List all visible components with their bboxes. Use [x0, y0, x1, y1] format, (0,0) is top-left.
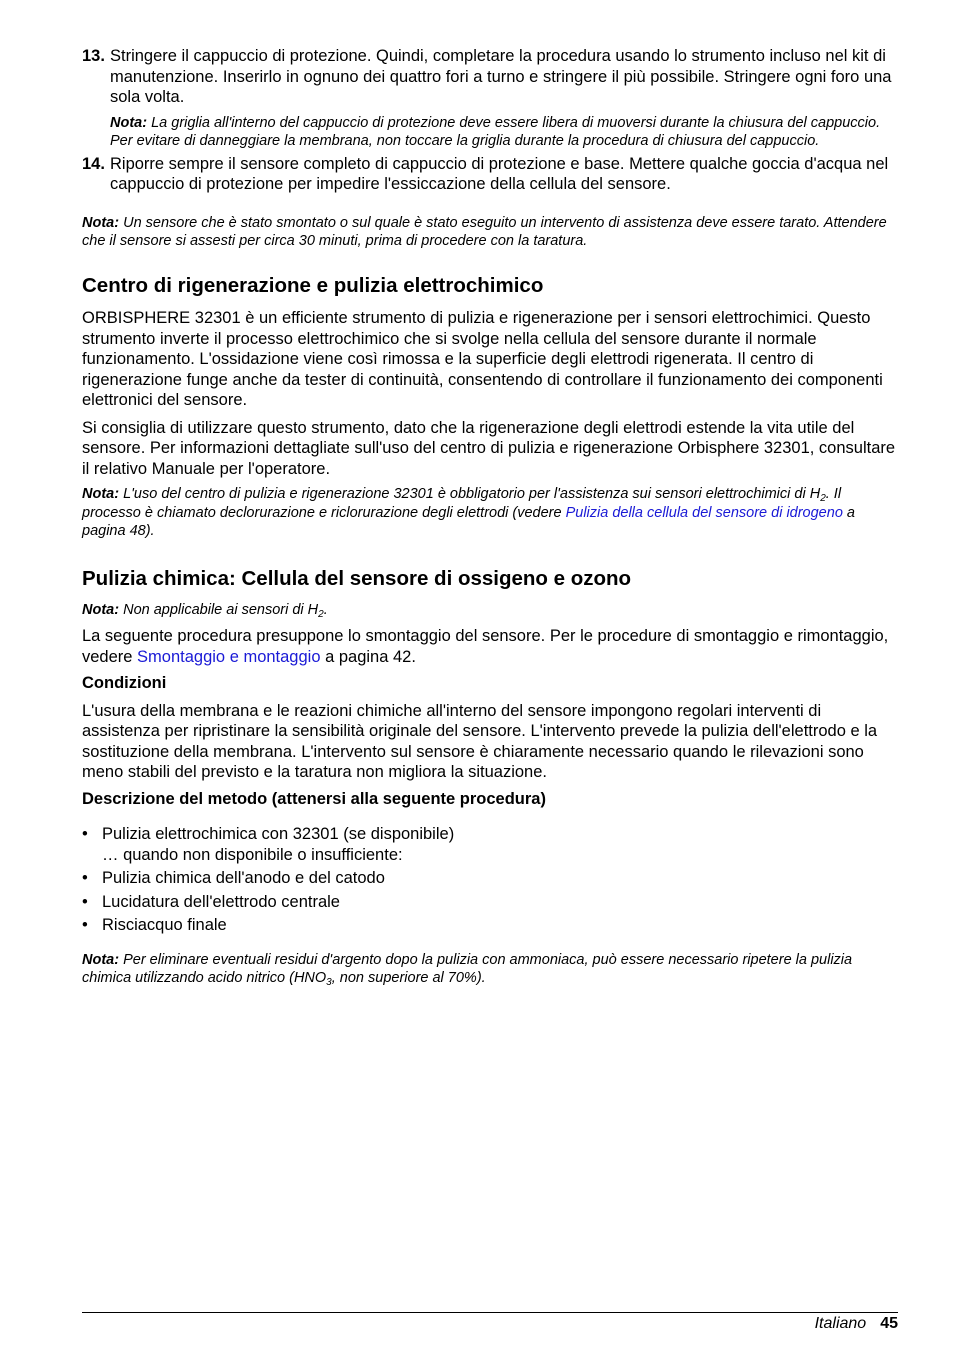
conditions-heading: Condizioni — [82, 674, 167, 693]
disassembly-link[interactable]: Smontaggio e montaggio — [137, 647, 321, 666]
list-item — [82, 824, 898, 865]
list-item-text: Risciacquo finale — [102, 916, 227, 935]
note-label: Nota: — [82, 951, 120, 968]
note-text: La griglia all'interno del cappuccio di protezione deve essere libera di muoversi durante la chiusura del cappuccio. Per evitare di danneggiare la membrana, non toccare la griglia durante la procedura di chiusura del cappuccio. — [110, 114, 881, 149]
list-item-text-wrap — [102, 824, 454, 865]
bullet: • — [82, 869, 88, 888]
calibration-note — [82, 214, 898, 250]
footer-language: Italiano — [814, 1315, 867, 1332]
h2-note — [82, 601, 898, 619]
note-label: Nota: — [82, 601, 120, 618]
note-text: . — [323, 601, 328, 618]
list-item-text: Lucidatura dell'elettrodo centrale — [102, 892, 340, 911]
method-heading: Descrizione del metodo (attenersi alla seguente procedura) — [82, 789, 546, 808]
step-number: 13. — [82, 47, 105, 65]
step-number: 14. — [82, 154, 105, 173]
step-13 — [82, 46, 898, 108]
intro-paragraph — [82, 626, 898, 667]
note-text: L'uso del centro di pulizia e rigenerazione 32301 è obbligatorio per l'assistenza sui sensori elettrochimici di H — [123, 486, 821, 503]
conditions-paragraph: L'usura della membrana e le reazioni chimiche all'interno del sensore impongono regolari interventi di assistenza per ripristinare la sensibilità originale del sensore. L'intervento prevede la pulizia dell'elettrodo e la sostituzione della membrana. L'intervento sul sensore è chiaramente necessario quando le rilevazioni sono meno stabili del previsto e la taratura non migliora la situazione. — [82, 701, 878, 782]
intro-text: a pagina 42. — [320, 647, 416, 666]
list-item-subtext: … quando non disponibile o insufficiente: — [102, 845, 403, 864]
note-text: Per eliminare eventuali residui d'argento dopo la pulizia con ammoniaca, può essere necessario ripetere la pulizia chimica utilizzando acido nitrico (HNO — [82, 951, 853, 986]
list-item — [82, 915, 898, 936]
regeneration-note — [82, 485, 898, 540]
step-text: Stringere il cappuccio di protezione. Quindi, completare la procedura usando lo strumento incluso nel kit di manutenzione. Inserirlo in ognuno dei quattro fori a turno e stringere il più possibile. Stringere ogni foro una sola volta. — [110, 47, 892, 106]
final-note — [82, 951, 898, 987]
hydrogen-cell-link[interactable]: Pulizia della cellula del sensore di idrogeno — [565, 504, 843, 521]
subscript: 3 — [326, 976, 332, 988]
section-heading-chemical-cleaning: Pulizia chimica: Cellula del sensore di ossigeno e ozono — [82, 566, 632, 590]
page-number: 45 — [880, 1315, 898, 1332]
list-item-text: Pulizia elettrochimica con 32301 (se disponibile) — [102, 825, 455, 844]
note-text: Non applicabile ai sensori di H — [123, 601, 319, 618]
section-heading-regeneration: Centro di rigenerazione e pulizia elettrochimico — [82, 274, 544, 298]
paragraph: Si consiglia di utilizzare questo strumento, dato che la rigenerazione degli elettrodi estende la vita utile del sensore. Per informazioni dettagliate sull'uso del centro di pulizia e rigenerazione Orbisphere 32301, consultare il relativo Manuale per l'operatore. — [82, 418, 896, 478]
list-item — [82, 868, 898, 889]
note-text: , non superiore al 70%). — [331, 969, 486, 986]
note-label: Nota: — [110, 114, 148, 131]
bullet: • — [82, 892, 88, 911]
subscript: 2 — [318, 608, 324, 620]
page-footer — [82, 1312, 898, 1334]
note-label: Nota: — [82, 486, 120, 503]
note-label: Nota: — [82, 214, 120, 231]
list-item-text: Pulizia chimica dell'anodo e del catodo — [102, 869, 385, 888]
list-item — [82, 892, 898, 913]
bullet: • — [82, 916, 88, 935]
note-text: Un sensore che è stato smontato o sul quale è stato eseguito un intervento di assistenza deve essere tarato. Attendere che il sensore si assesti per circa 30 minuti, prima di procedere con la taratura. — [82, 214, 887, 250]
method-list — [82, 824, 898, 936]
step-text: Riporre sempre il sensore completo di cappuccio di protezione e base. Mettere qualche goccia d'acqua nel cappuccio di protezione per impedire l'essiccazione della cellula del sensore. — [110, 154, 889, 194]
step-14 — [82, 154, 898, 195]
note-text: . Il processo è chiamato declorurazione e riclorurazione degli elettrodi (vedere — [82, 486, 842, 521]
bullet: • — [82, 825, 88, 844]
subscript: 2 — [820, 493, 826, 505]
paragraph: ORBISPHERE 32301 è un efficiente strumento di pulizia e rigenerazione per i sensori elettrochimici. Questo strumento inverte il processo elettrochimico che si svolge nella cellula del sensore durante il normale funzionamento. L'ossidazione viene così rimossa e la superficie degli elettrodi rigenerata. Il centro di rigenerazione funge anche da tester di continuità, consentendo di controllare il funzionamento dei componenti elettronici del sensore. — [82, 309, 883, 410]
document-page — [82, 46, 898, 987]
note-text: a pagina 48). — [82, 504, 855, 539]
intro-text: La seguente procedura presuppone lo smontaggio del sensore. Per le procedure di smontaggio e rimontaggio, vedere — [82, 627, 889, 666]
step-13-note — [110, 114, 898, 150]
